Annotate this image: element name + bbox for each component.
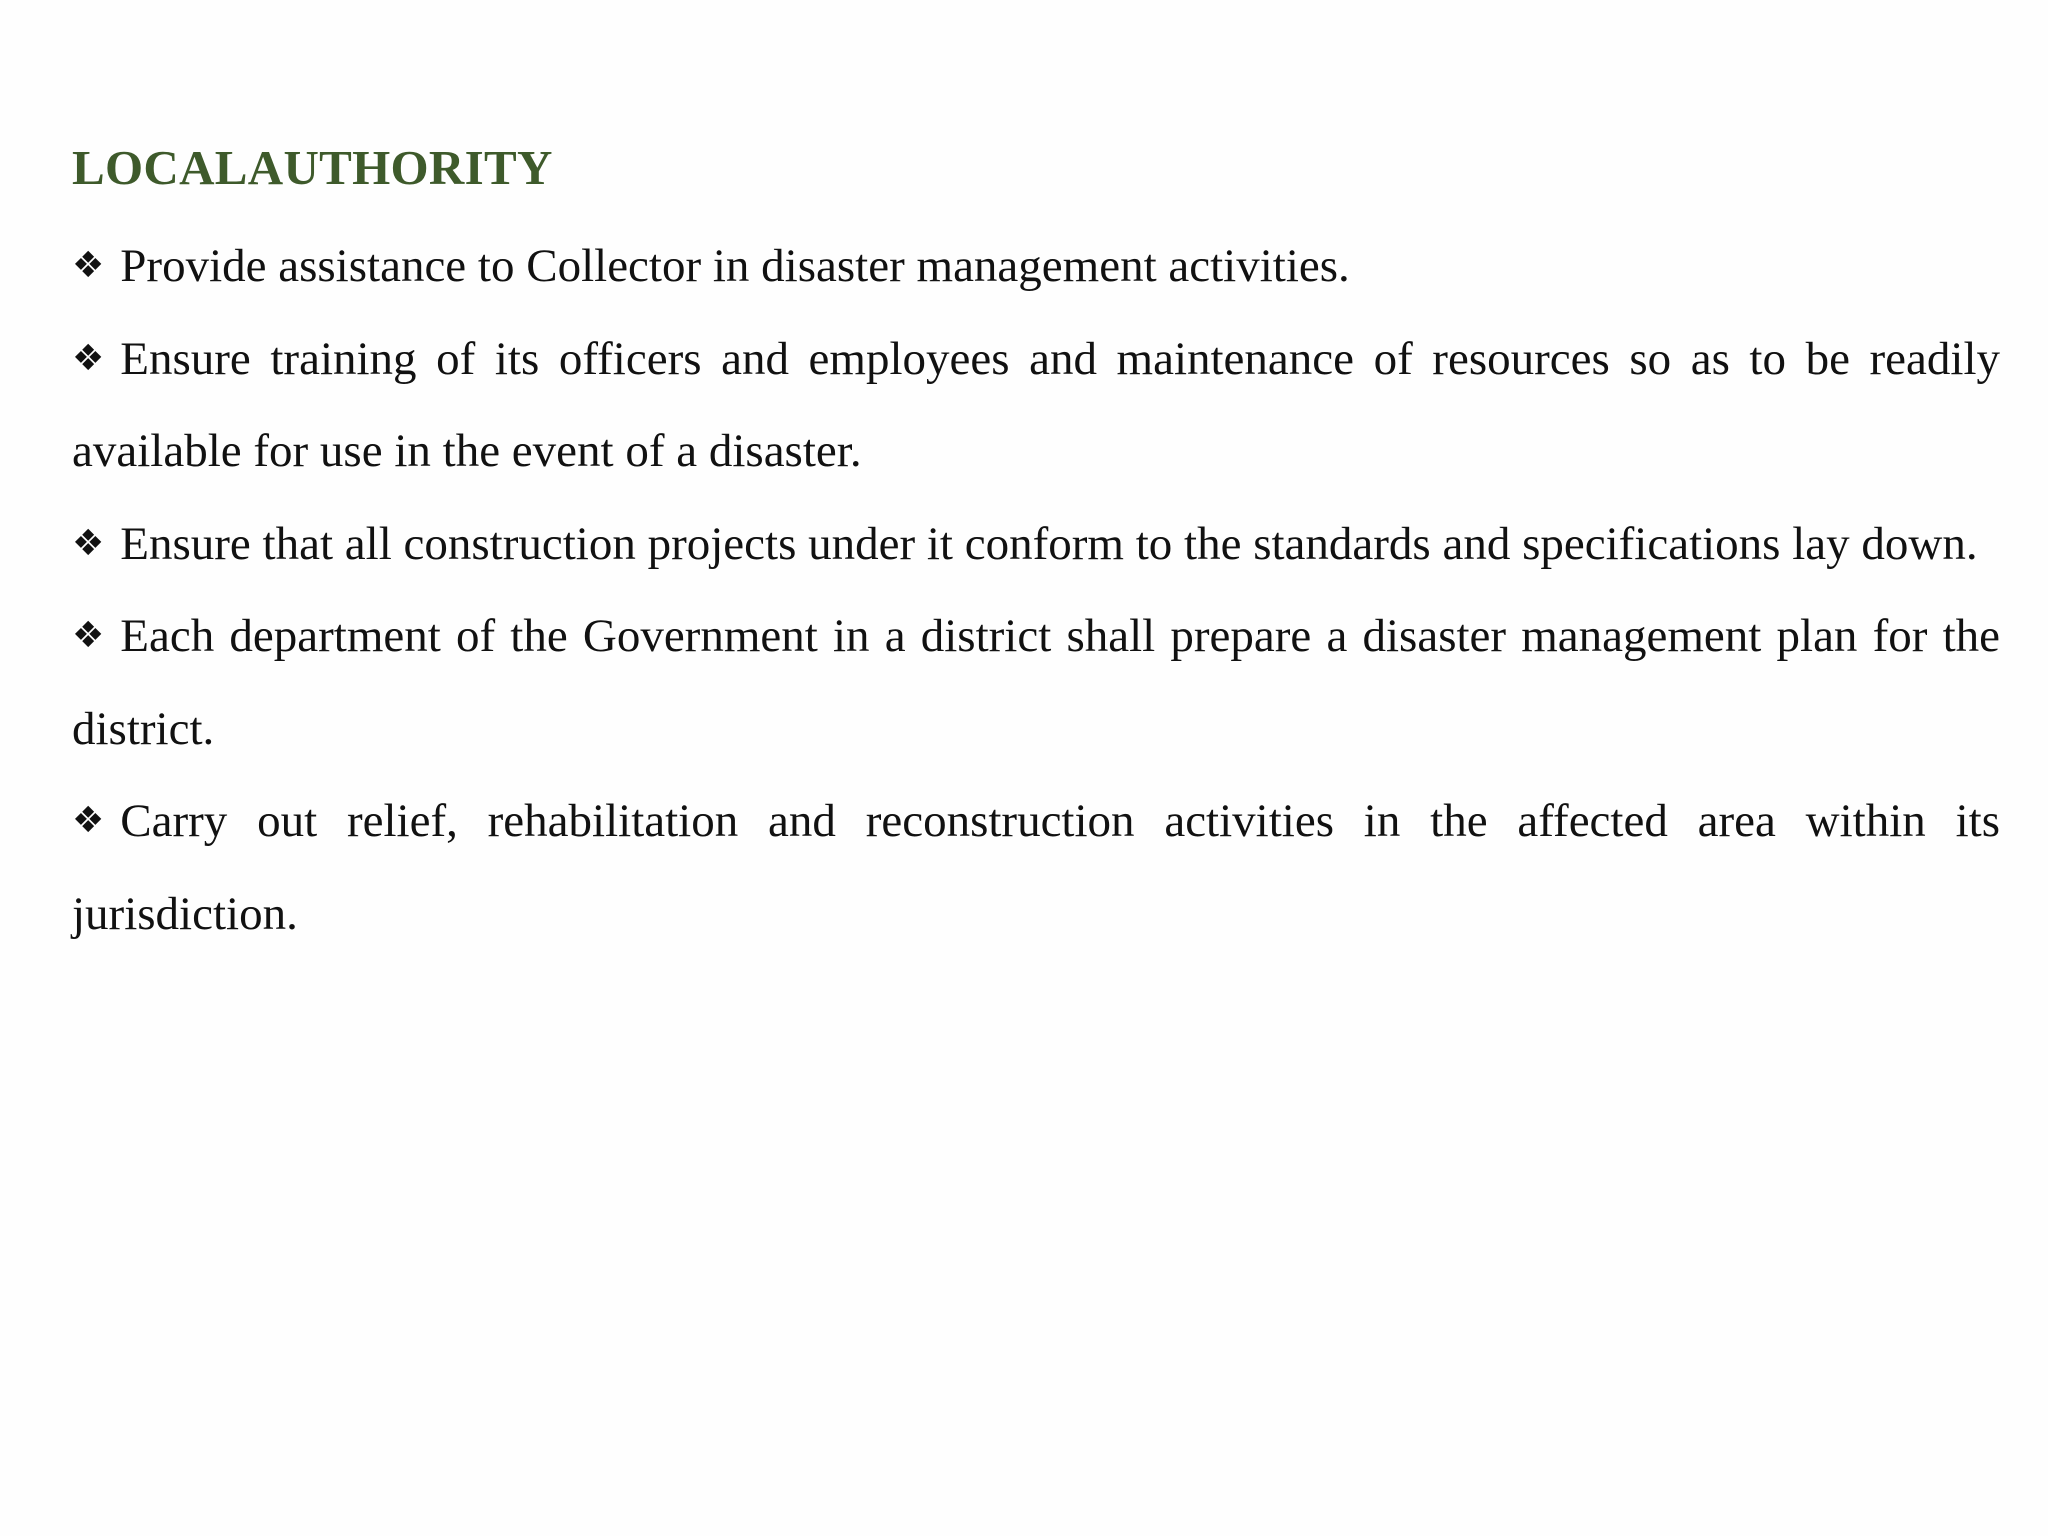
diamond-bullet-icon: ❖ <box>72 800 105 841</box>
bullet-text: Ensure that all construction projects under it conform to the standards and specifications lay down. <box>120 517 1978 570</box>
slide-heading: LOCALAUTHORITY <box>72 140 553 195</box>
bullet-item <box>72 590 2000 775</box>
bullet-list <box>72 220 2000 960</box>
bullet-item <box>72 775 2000 960</box>
diamond-bullet-icon: ❖ <box>72 615 105 656</box>
diamond-bullet-icon: ❖ <box>72 522 105 564</box>
bullet-text: Each department of the Government in a district shall prepare a disaster management plan for the district. <box>72 610 2000 755</box>
bullet-item <box>72 498 2000 591</box>
bullet-text: Provide assistance to Collector in disaster management activities. <box>120 240 1350 292</box>
slide-content <box>72 128 2000 960</box>
bullet-item <box>72 220 2000 313</box>
diamond-bullet-icon: ❖ <box>72 337 105 379</box>
bullet-item <box>72 313 2000 498</box>
diamond-bullet-icon: ❖ <box>72 245 105 286</box>
bullet-text: Ensure training of its officers and employees and maintenance of resources so as to be readily available for use in the event of a disaster. <box>72 332 2000 477</box>
bullet-text: Carry out relief, rehabilitation and reconstruction activities in the affected area within its jurisdiction. <box>72 795 2000 940</box>
